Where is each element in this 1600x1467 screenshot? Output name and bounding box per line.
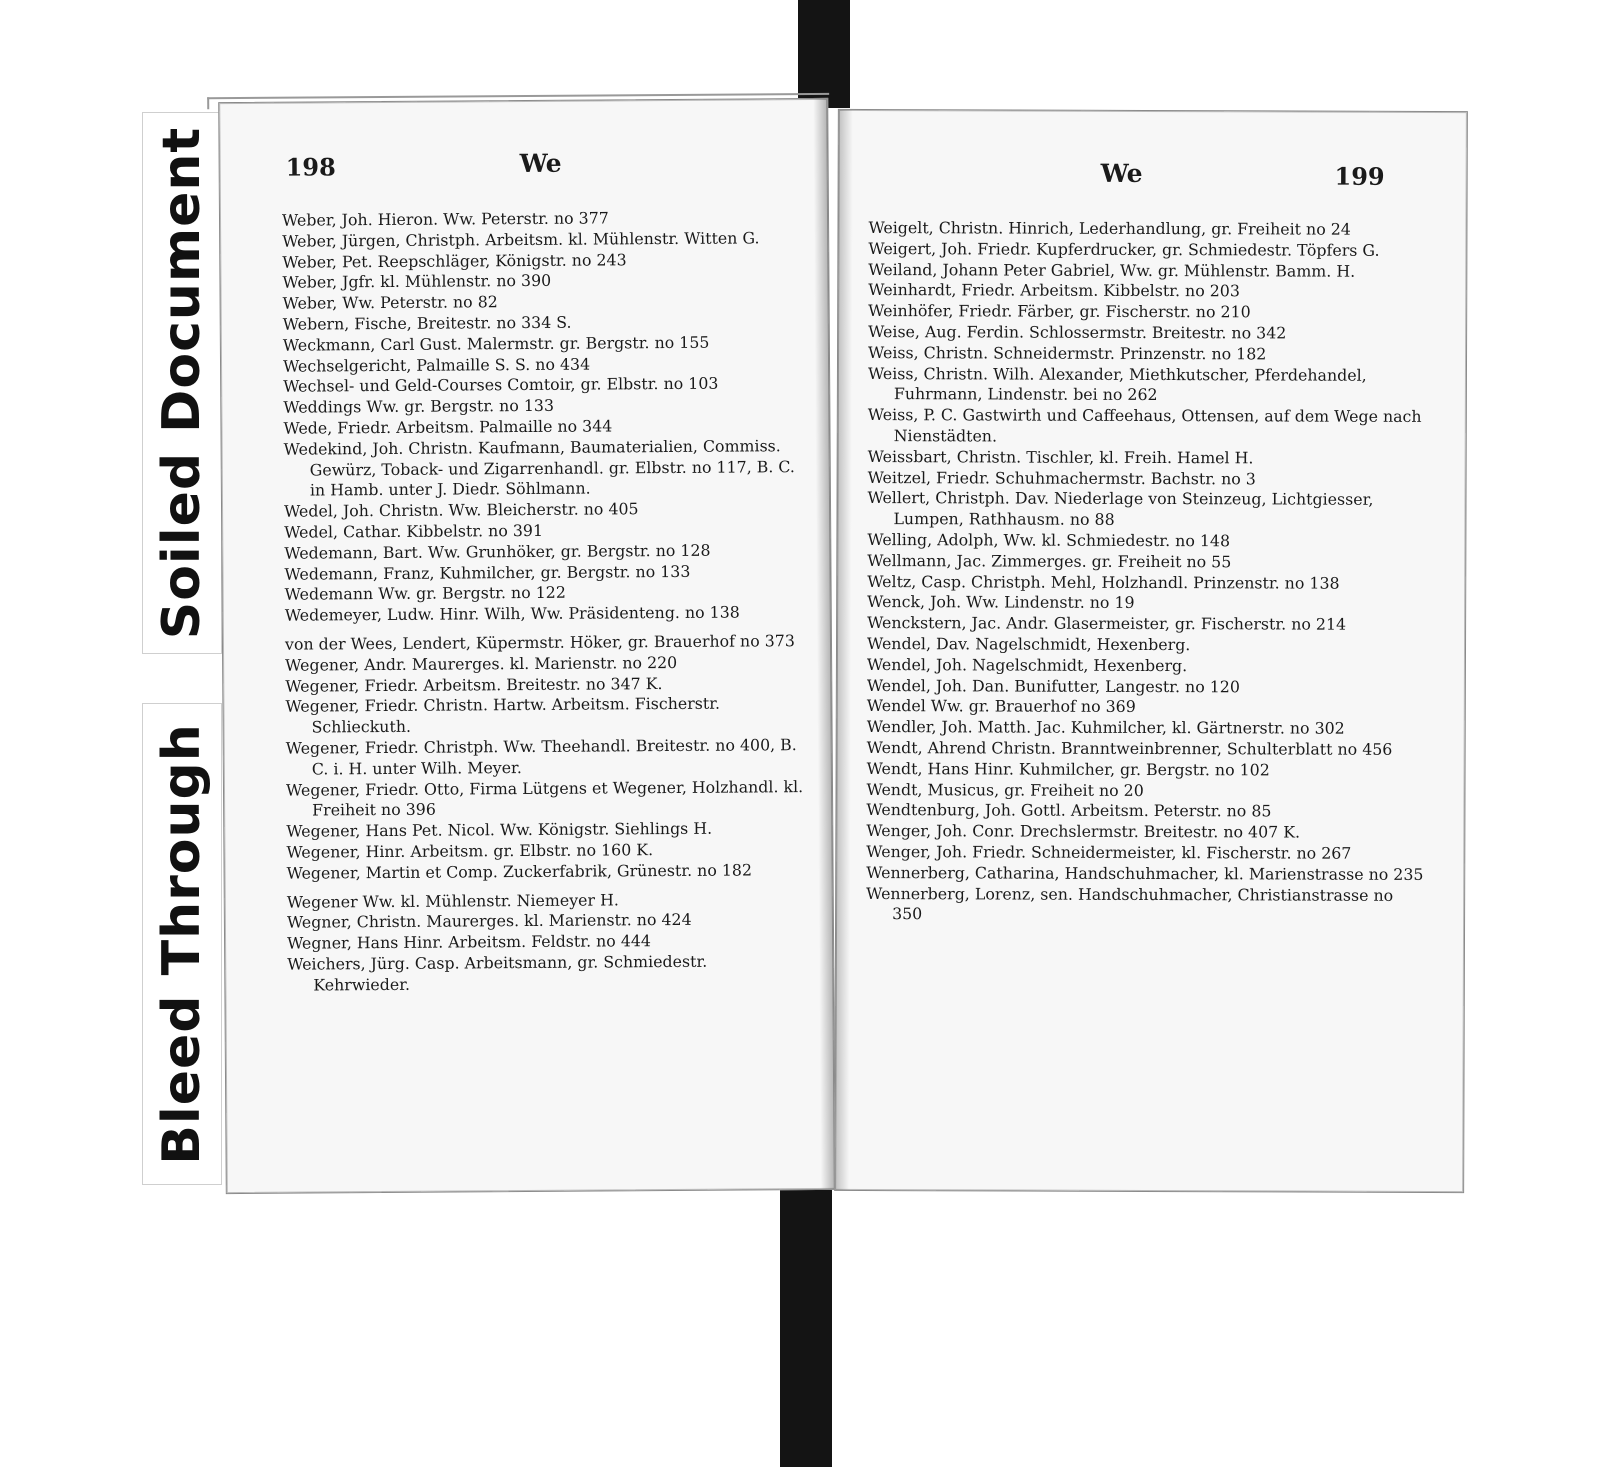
bleed-through-stamp (142, 703, 222, 1185)
directory-entry: Wede, Friedr. Arbeitsm. Palmaille no 344 (283, 416, 613, 438)
directory-entry: Weitzel, Friedr. Schuhmachermstr. Bachstr. no 3 (867, 467, 1256, 488)
entry-list (866, 218, 1428, 927)
stamp-label-bleed: Bleed Through (152, 723, 212, 1165)
directory-entry: Wedel, Cathar. Kibbelstr. no 391 (284, 520, 544, 542)
directory-entry: Weckmann, Carl Gust. Malermstr. gr. Bergstr. no 155 (282, 332, 710, 355)
right-page (834, 109, 1468, 1193)
directory-entry: Weber, Jürgen, Christph. Arbeitsm. kl. Mühlenstr. Witten G. (282, 228, 760, 251)
left-page (218, 98, 836, 1194)
directory-entry: Weise, Aug. Ferdin. Schlossermstr. Breitestr. no 342 (868, 321, 1287, 343)
directory-entry: Weichers, Jürg. Casp. Arbeitsmann, gr. Schmiedestr. Kehrwieder. (287, 951, 708, 995)
directory-entry: Weiss, Christn. Schneidermstr. Prinzenstr. no 182 (868, 342, 1267, 364)
directory-entry: Wennerberg, Lorenz, sen. Handschuhmacher, Christianstrasse no 350 (866, 883, 1394, 924)
directory-entry: Weigert, Joh. Friedr. Kupferdrucker, gr. Schmiedestr. Töpfers G. (868, 238, 1380, 260)
page-gutter-shadow (813, 99, 835, 1189)
directory-entry: Wenckstern, Jac. Andr. Glasermeister, gr. Fischerstr. no 214 (867, 613, 1347, 634)
directory-entry: Wechselgericht, Palmaille S. S. no 434 (282, 354, 591, 376)
directory-entry: Wellmann, Jac. Zimmerges. gr. Freiheit no 55 (867, 550, 1232, 572)
directory-entry: Wendel, Joh. Nagelschmidt, Hexenberg. (866, 654, 1188, 675)
directory-entry: Weiland, Johann Peter Gabriel, Ww. gr. Mühlenstr. Bamm. H. (868, 259, 1356, 281)
directory-entry: Wedemann Ww. gr. Bergstr. no 122 (284, 583, 566, 605)
directory-entry: Wegener, Hinr. Arbeitsm. gr. Elbstr. no 160 K. (286, 840, 654, 862)
directory-entry: Weber, Pet. Reepschläger, Königstr. no 243 (282, 249, 627, 272)
directory-entry: Wegener, Hans Pet. Nicol. Ww. Königstr. Siehlings H. (286, 818, 713, 841)
page-gutter-shadow (835, 110, 853, 1190)
directory-entry: Wendtenburg, Joh. Gottl. Arbeitsm. Peterstr. no 85 (866, 800, 1272, 821)
directory-entry: Wegener, Friedr. Otto, Firma Lütgens et Wegener, Holzhandl. kl. Freiheit no 396 (285, 776, 804, 820)
directory-entry: Wenger, Joh. Friedr. Schneidermeister, kl. Fischerstr. no 267 (866, 841, 1352, 863)
directory-entry: Wegner, Christn. Maurerges. kl. Marienstr. no 424 (286, 910, 692, 932)
directory-entry: Wendt, Ahrend Christn. Branntweinbrenner, Schulterblatt no 456 (866, 737, 1393, 759)
directory-entry: Wendler, Joh. Matth. Jac. Kuhmilcher, kl. Gärtnerstr. no 302 (866, 717, 1345, 738)
directory-entry: Weigelt, Christn. Hinrich, Lederhandlung, gr. Freiheit no 24 (868, 218, 1351, 239)
page-header: We (519, 148, 562, 179)
directory-entry: Weber, Jgfr. kl. Mühlenstr. no 390 (282, 271, 552, 293)
directory-entry: Wedekind, Joh. Christn. Kaufmann, Baumaterialien, Commiss. Gewürz, Toback- und Zigarrenhandl. gr. Elbstr. no 117, B. C. in Hamb. unter J. Diedr. Söhlmann. (283, 435, 795, 500)
directory-entry: Wegener, Martin et Comp. Zuckerfabrik, Grünestr. no 182 (286, 860, 753, 883)
directory-entry: Weinhardt, Friedr. Arbeitsm. Kibbelstr. no 203 (868, 280, 1240, 301)
soiled-document-stamp (142, 112, 222, 654)
directory-entry: Wegener, Friedr. Arbeitsm. Breitestr. no 347 K. (285, 673, 663, 696)
directory-entry: Wegener, Andr. Maurerges. kl. Marienstr. no 220 (285, 652, 678, 675)
page-header: We (1100, 158, 1143, 188)
directory-entry: Wenck, Joh. Ww. Lindenstr. no 19 (867, 592, 1135, 613)
directory-entry: Wedemann, Franz, Kuhmilcher, gr. Bergstr. no 133 (284, 561, 691, 584)
binding-spine-top (798, 0, 850, 108)
directory-entry: Wendel, Dav. Nagelschmidt, Hexenberg. (866, 633, 1191, 655)
directory-entry: Wennerberg, Catharina, Handschuhmacher, kl. Marienstrasse no 235 (866, 862, 1424, 884)
directory-entry: Weddings Ww. gr. Bergstr. no 133 (283, 395, 555, 417)
entry-list (282, 207, 807, 996)
directory-entry: Weinhöfer, Friedr. Färber, gr. Fischerstr. no 210 (868, 301, 1251, 322)
directory-entry: Weber, Ww. Peterstr. no 82 (282, 292, 498, 313)
directory-entry: Wellert, Christph. Dav. Niederlage von Steinzeug, Lichtgiesser, Lumpen, Rathhausm. no 88 (867, 488, 1374, 530)
directory-entry: von der Wees, Lendert, Küpermstr. Höker, gr. Brauerhof no 373 (284, 631, 795, 654)
binding-spine-bottom (780, 1180, 832, 1467)
page-number: 198 (285, 152, 336, 182)
directory-entry: Wenger, Joh. Conr. Drechslermstr. Breitestr. no 407 K. (866, 821, 1301, 842)
directory-entry: Wendt, Musicus, gr. Freiheit no 20 (866, 779, 1144, 800)
page-number: 199 (1334, 161, 1385, 191)
stamp-label-soiled: Soiled Document (152, 126, 212, 640)
directory-entry: Weiss, P. C. Gastwirth und Caffeehaus, Ottensen, auf dem Wege nach Nienstädten. (867, 405, 1422, 446)
directory-entry: Weber, Joh. Hieron. Ww. Peterstr. no 377 (281, 208, 609, 230)
directory-entry: Wendel, Joh. Dan. Bunifutter, Langestr. no 120 (866, 675, 1240, 696)
directory-entry: Wedemann, Bart. Ww. Grunhöker, gr. Bergstr. no 128 (284, 540, 711, 563)
directory-entry: Webern, Fische, Breitestr. no 334 S. (282, 312, 572, 334)
directory-entry: Weiss, Christn. Wilh. Alexander, Miethkutscher, Pferdehandel, Fuhrmann, Lindenstr. bei no 262 (867, 363, 1367, 405)
directory-entry: Wegener, Friedr. Christph. Ww. Theehandl. Breitestr. no 400, B. C. i. H. unter Wilh. Meyer. (285, 735, 797, 779)
directory-entry: Weltz, Casp. Christph. Mehl, Holzhandl. Prinzenstr. no 138 (867, 571, 1340, 593)
directory-entry: Welling, Adolph, Ww. kl. Schmiedestr. no 148 (867, 529, 1231, 551)
directory-entry: Wendel Ww. gr. Brauerhof no 369 (866, 696, 1136, 717)
directory-entry: Wendt, Hans Hinr. Kuhmilcher, gr. Bergstr. no 102 (866, 758, 1270, 780)
directory-entry: Wegener, Friedr. Christn. Hartw. Arbeitsm. Fischerstr. Schlieckuth. (285, 693, 721, 737)
directory-entry: Wegner, Hans Hinr. Arbeitsm. Feldstr. no 444 (287, 931, 652, 953)
directory-entry: Wegener Ww. kl. Mühlenstr. Niemeyer H. (286, 889, 619, 912)
directory-entry: Weissbart, Christn. Tischler, kl. Freih. Hamel H. (867, 446, 1254, 468)
directory-entry: Wedemeyer, Ludw. Hinr. Wilh, Ww. Präsidenteng. no 138 (284, 602, 740, 625)
directory-entry: Wechsel- und Geld-Courses Comtoir, gr. Elbstr. no 103 (283, 374, 719, 397)
directory-entry: Wedel, Joh. Christn. Ww. Bleicherstr. no 405 (283, 499, 639, 521)
